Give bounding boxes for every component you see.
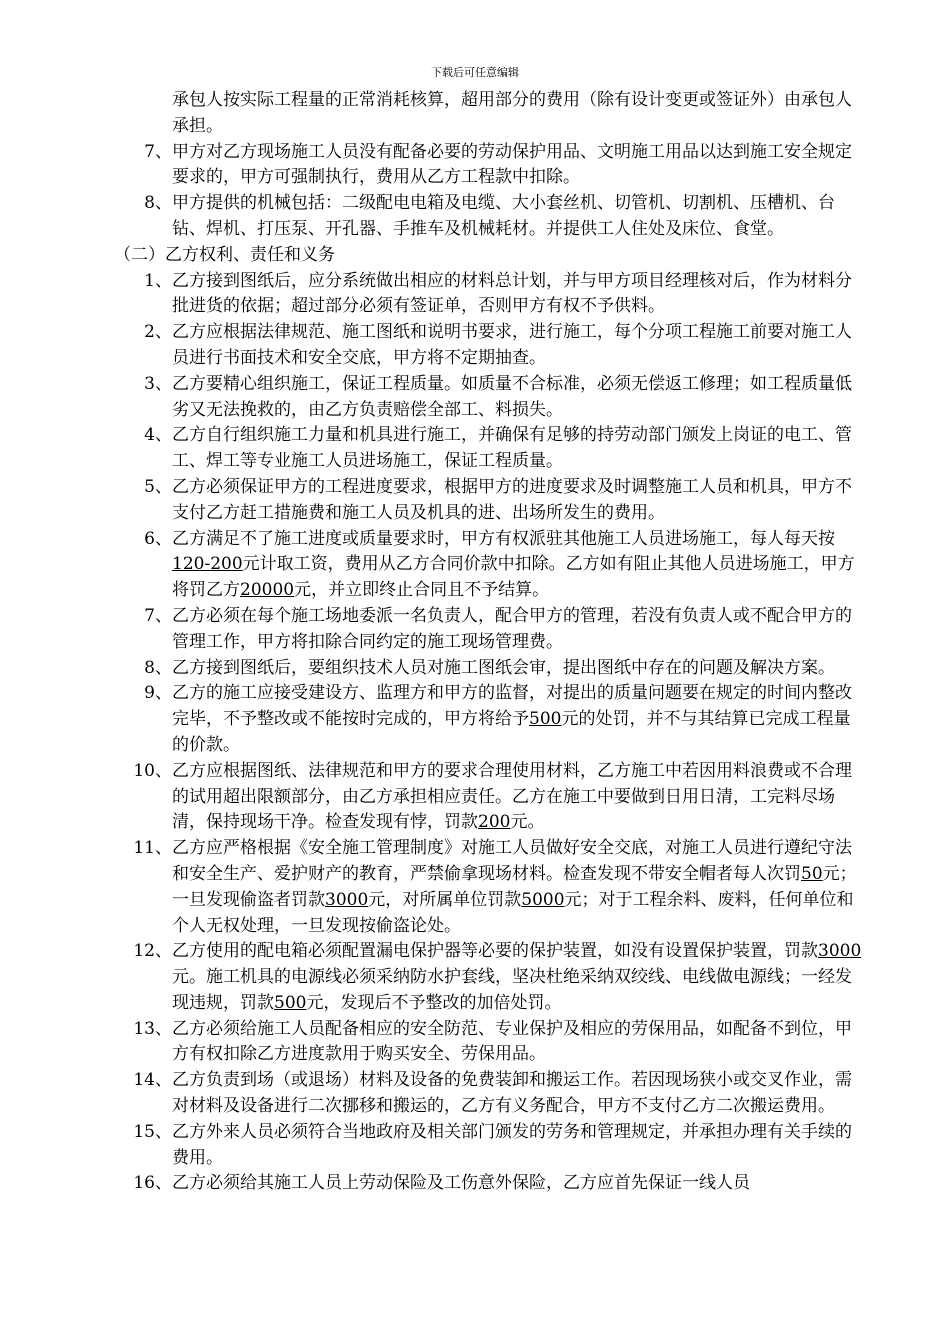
clause-number: 10、 [133, 760, 172, 781]
clause-number: 8、 [144, 193, 172, 214]
clause-a-7 [144, 140, 862, 192]
header-note: 下载后可任意编辑 [431, 66, 519, 79]
clause-text: 甲方对乙方现场施工人员没有配备必要的劳动保护用品、文明施工用品以达到施工安全规定要求的，甲方可强制执行，费用从乙方工程款中扣除。 [172, 141, 852, 188]
clause-text: 乙方自行组织施工力量和机具进行施工，并确保有足够的持劳动部门颁发上岗证的电工、管工、焊工等专业施工人员进场施工，保证工程质量。 [172, 425, 852, 472]
clause-b-8 [144, 656, 862, 682]
clause-text: 元，发现后不予整改的加倍处罚。 [306, 992, 562, 1013]
clause-text: 元，对所属单位罚款 [368, 889, 522, 910]
clause-number: 2、 [144, 322, 172, 343]
clause-b-11 [133, 836, 862, 939]
clause-text: 乙方必须给施工人员配备相应的安全防范、专业保护及相应的劳保用品，如配备不到位，甲方有权扣除乙方进度款用于购买安全、劳保用品。 [172, 1018, 852, 1065]
clause-number: 16、 [133, 1173, 172, 1194]
clause-text: 元。施工机具的电源线必须采纳防水护套线，坚决杜绝采纳双绞线、电线做电源线；一经发现违规，罚款 [172, 967, 852, 1013]
penalty-amount: 20000 [240, 580, 295, 601]
penalty-amount: 500 [529, 709, 562, 730]
clause-number: 7、 [144, 141, 172, 162]
clause-b-16 [133, 1171, 862, 1197]
penalty-amount: 5000 [521, 889, 565, 910]
clause-text: 元；一旦发现偷盗者罚款 [172, 863, 857, 910]
clause-number: 14、 [133, 1070, 172, 1091]
clause-text: 乙方必须保证甲方的工程进度要求，根据甲方的进度要求及时调整施工人员和机具，甲方不支付乙方赶工措施费和施工人员及机具的进、出场所发生的费用。 [172, 476, 852, 523]
clause-text: 乙方应严格根据《安全施工管理制度》对施工人员做好安全交底，对施工人员进行遵纪守法和安全生产、爱护财产的教育，严禁偷拿现场材料。检查发现不带安全帽者每人次罚 [172, 838, 852, 884]
clause-text: 元计取工资，费用从乙方合同价款中扣除。乙方如有阻止其他人员进场施工，甲方将罚乙方 [172, 554, 855, 601]
clause-number: 1、 [144, 270, 172, 291]
clause-b-9 [144, 681, 862, 758]
clause-text: 元。 [510, 812, 545, 833]
clause-text: 乙方的施工应接受建设方、监理方和甲方的监督，对提出的质量问题要在规定的时间内整改完毕，不予整改或不能按时完成的，甲方将给予 [172, 683, 852, 730]
clause-text: 元，并立即终止合同且不予结算。 [294, 580, 550, 601]
clause-number: 4、 [144, 425, 172, 446]
clause-number: 15、 [133, 1121, 172, 1142]
penalty-amount: 200 [478, 812, 511, 833]
clause-number: 11、 [133, 838, 172, 859]
penalty-amount: 120-200 [172, 554, 243, 575]
contract-body [0, 88, 950, 1197]
clause-b-14 [133, 1068, 862, 1120]
clause-b-6 [144, 527, 862, 604]
penalty-amount: 3000 [325, 889, 369, 910]
penalty-amount: 500 [274, 992, 307, 1013]
clause-b-15 [133, 1120, 862, 1172]
clause-b-7 [144, 604, 862, 656]
clause-a-8 [144, 191, 862, 243]
clause-text: 乙方负责到场（或退场）材料及设备的免费装卸和搬运工作。若因现场狭小或交叉作业，需对材料及设备进行二次挪移和搬运的，乙方有义务配合，甲方不支付乙方二次搬运费用。 [172, 1070, 852, 1117]
clause-number: 8、 [144, 657, 172, 678]
clause-b-1 [144, 269, 862, 321]
clause-b-3 [144, 372, 862, 424]
clause-text: 乙方必须给其施工人员上劳动保险及工伤意外保险，乙方应首先保证一线人员 [172, 1173, 750, 1194]
clause-number: 7、 [144, 605, 172, 626]
clause-number: 6、 [144, 528, 172, 549]
penalty-amount: 3000 [818, 941, 862, 962]
clause-text: 元的处罚，并不与其结算已完成工程量的价款。 [172, 709, 851, 755]
continued-paragraph: 承包人按实际工程量的正常消耗核算，超用部分的费用（除有设计变更或签证外）由承包人承担。 [172, 90, 852, 136]
clause-text: 元；对于工程余料、废料，任何单位和个人无权处理，一旦发现按偷盗论处。 [172, 889, 854, 936]
clause-b-4 [144, 423, 862, 475]
clause-text: 乙方接到图纸后，要组织技术人员对施工图纸会审，提出图纸中存在的问题及解决方案。 [172, 657, 835, 678]
clause-number: 13、 [133, 1018, 172, 1039]
clause-text: 乙方必须在每个施工场地委派一名负责人，配合甲方的管理，若没有负责人或不配合甲方的管理工作，甲方将扣除合同约定的施工现场管理费。 [172, 605, 852, 652]
clause-number: 3、 [144, 373, 172, 394]
clause-number: 5、 [144, 476, 172, 497]
clause-b-2 [144, 320, 862, 372]
clause-text: 乙方使用的配电箱必须配置漏电保护器等必要的保护装置，如没有设置保护装置，罚款 [172, 941, 818, 962]
party-b-clause-list [0, 269, 950, 1198]
clause-text: 乙方要精心组织施工，保证工程质量。如质量不合标准，必须无偿返工修理；如工程质量低劣又无法挽救的，由乙方负责赔偿全部工、料损失。 [172, 373, 852, 420]
clause-b-13 [133, 1017, 862, 1069]
clause-b-12 [133, 939, 862, 1016]
clause-number: 12、 [133, 941, 172, 962]
clause-b-5 [144, 475, 862, 527]
clause-text: 乙方应根据法律规范、施工图纸和说明书要求，进行施工，每个分项工程施工前要对施工人员进行书面技术和安全交底，甲方将不定期抽查。 [172, 322, 852, 368]
clause-text: 乙方接到图纸后，应分系统做出相应的材料总计划，并与甲方项目经理核对后，作为材料分批进货的依据；超过部分必须有签证单，否则甲方有权不予供料。 [172, 270, 852, 317]
clause-text: 甲方提供的机械包括：二级配电电箱及电缆、大小套丝机、切管机、切割机、压槽机、台钻、焊机、打压泵、开孔器、手推车及机械耗材。并提供工人住处及床位、食堂。 [172, 193, 835, 239]
clause-number: 9、 [144, 683, 172, 704]
clause-b-10 [133, 759, 862, 836]
clause-text: 乙方外来人员必须符合当地政府及相关部门颁发的劳务和管理规定，并承担办理有关手续的费用。 [172, 1121, 852, 1168]
clause-text: 乙方应根据图纸、法律规范和甲方的要求合理使用材料，乙方施工中若因用料浪费或不合理的试用超出限额部分，由乙方承担相应责任。乙方在施工中要做到日用日清，工完料尽场清，保持现场干净。检查发现有悖，罚款 [172, 760, 852, 833]
penalty-amount: 50 [801, 863, 823, 884]
section-heading-party-b: （二）乙方权利、责任和义务 [114, 244, 335, 265]
clause-text: 乙方满足不了施工进度或质量要求时，甲方有权派驻其他施工人员进场施工，每人每天按 [172, 528, 835, 549]
